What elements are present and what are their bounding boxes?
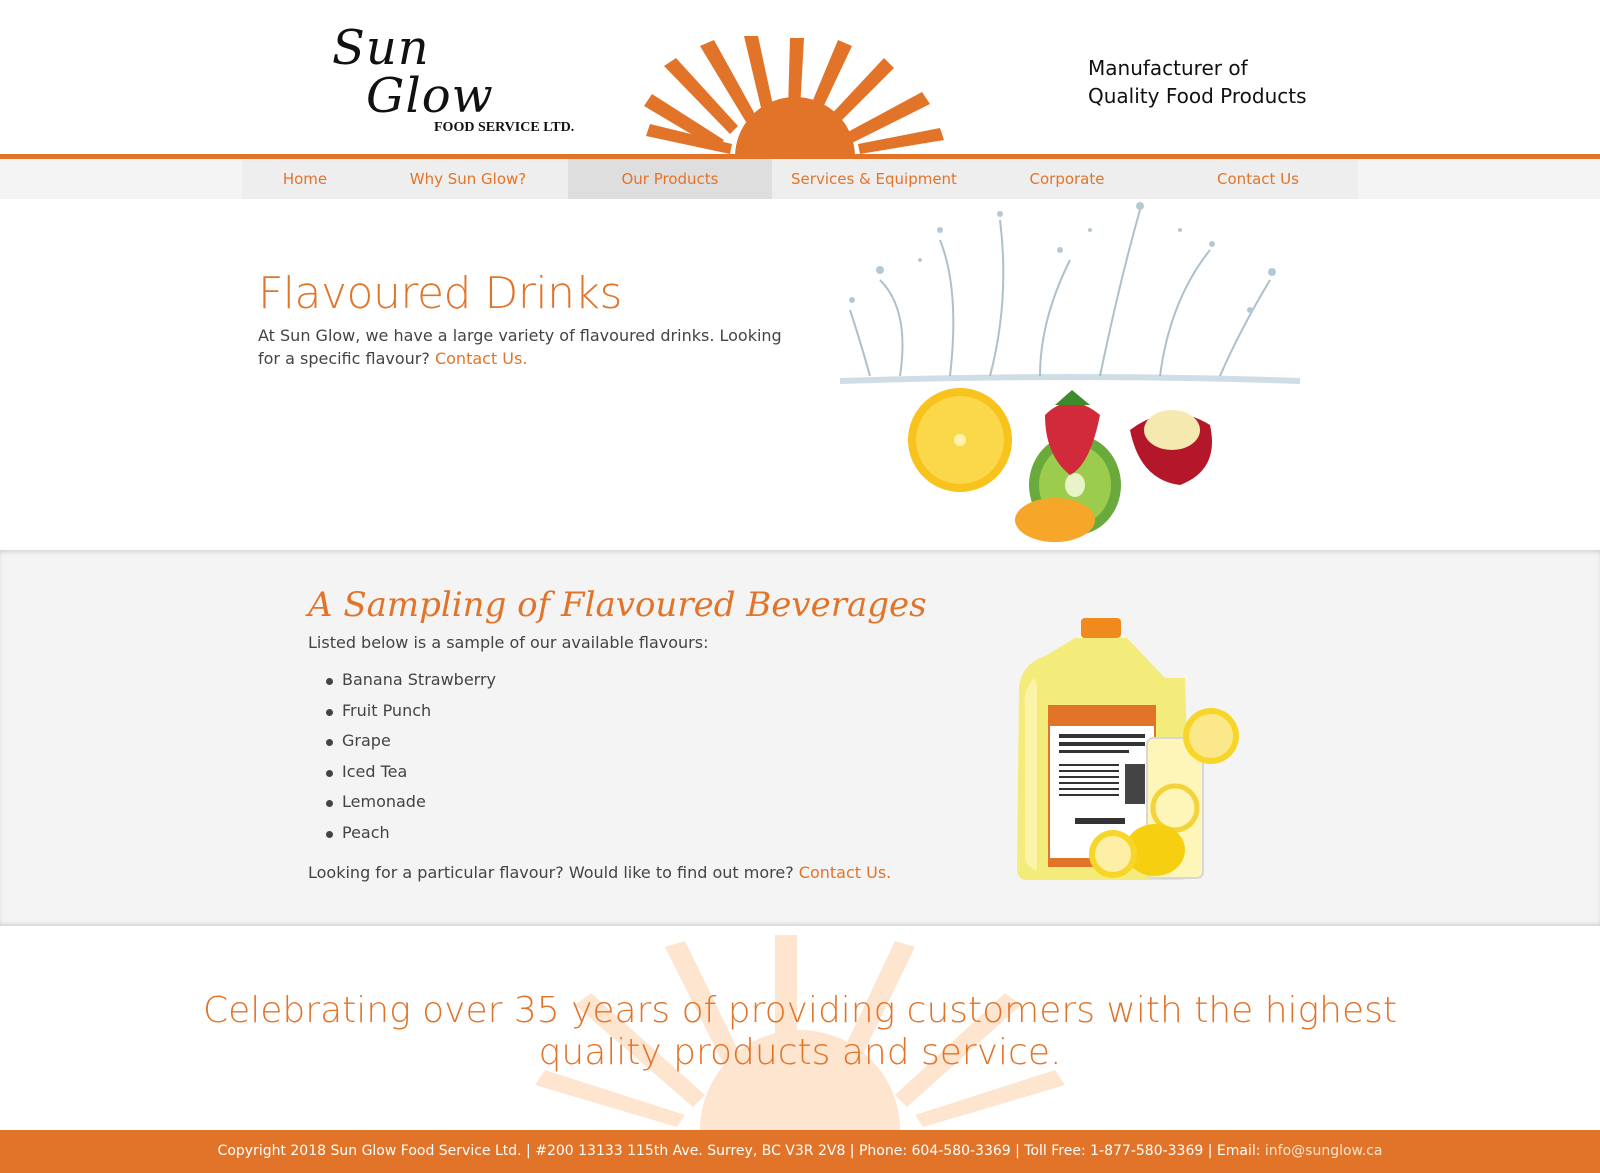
site-header <box>0 0 1600 157</box>
hero-description <box>258 324 798 370</box>
sampling-outro-text: Looking for a particular flavour? Would like to find out more? <box>308 863 794 882</box>
site-footer <box>0 1130 1600 1173</box>
sun-glow-logo[interactable] <box>326 20 596 140</box>
list-item: Fruit Punch <box>326 696 496 727</box>
hero-contact-link[interactable]: Contact Us. <box>434 349 528 368</box>
logo-word-sun: Sun <box>332 20 430 76</box>
fruit-splash-image <box>840 200 1300 545</box>
nav-item-services-equipment[interactable]: Services & Equipment <box>791 170 957 188</box>
sunburst-logo-icon <box>640 36 950 157</box>
list-item: Lemonade <box>326 787 496 818</box>
list-item: Grape <box>326 726 496 757</box>
list-item: Banana Strawberry <box>326 665 496 696</box>
sampling-title: A Sampling of Flavoured Beverages <box>308 585 927 625</box>
nav-item-contact-us[interactable]: Contact Us <box>1217 170 1299 188</box>
page-title: Flavoured Drinks <box>258 268 622 319</box>
footer-text: Copyright 2018 Sun Glow Food Service Ltd. | #200 13133 115th Ave. Surrey, BC V3R 2V8 | Phone: 604-580-3369 | Toll Free: 1-877-580-3369 | Email: <box>217 1143 1261 1159</box>
tagline-line-2: Quality Food Products <box>1088 84 1307 108</box>
list-item: Peach <box>326 818 496 849</box>
flavour-list <box>326 665 496 849</box>
nav-item-why-sun-glow[interactable]: Why Sun Glow? <box>409 170 527 188</box>
logo-subtitle: FOOD SERVICE LTD. <box>434 120 575 135</box>
main-nav <box>242 159 1358 199</box>
nav-item-our-products[interactable]: Our Products <box>568 159 772 199</box>
nav-item-home[interactable]: Home <box>282 170 328 188</box>
hero-text: At Sun Glow, we have a large variety of flavoured drinks. Looking for a specific flavour? <box>258 326 782 368</box>
footer-email-link[interactable]: info@sunglow.ca <box>1264 1143 1383 1159</box>
sampling-intro: Listed below is a sample of our available flavours: <box>308 633 709 652</box>
lemonade-jug-image <box>1015 618 1245 888</box>
logo-word-glow: Glow <box>366 68 494 124</box>
celebrate-line-2: quality products and service. <box>538 1032 1062 1073</box>
celebrate-line-1: Celebrating over 35 years of providing customers with the highest <box>203 990 1397 1031</box>
sampling-outro <box>308 863 891 882</box>
tagline-line-1: Manufacturer of <box>1088 56 1248 80</box>
header-tagline <box>1088 54 1307 110</box>
sampling-contact-link[interactable]: Contact Us. <box>798 863 892 882</box>
list-item: Iced Tea <box>326 757 496 788</box>
celebrate-banner <box>0 990 1600 1074</box>
nav-item-corporate[interactable]: Corporate <box>1029 170 1105 188</box>
